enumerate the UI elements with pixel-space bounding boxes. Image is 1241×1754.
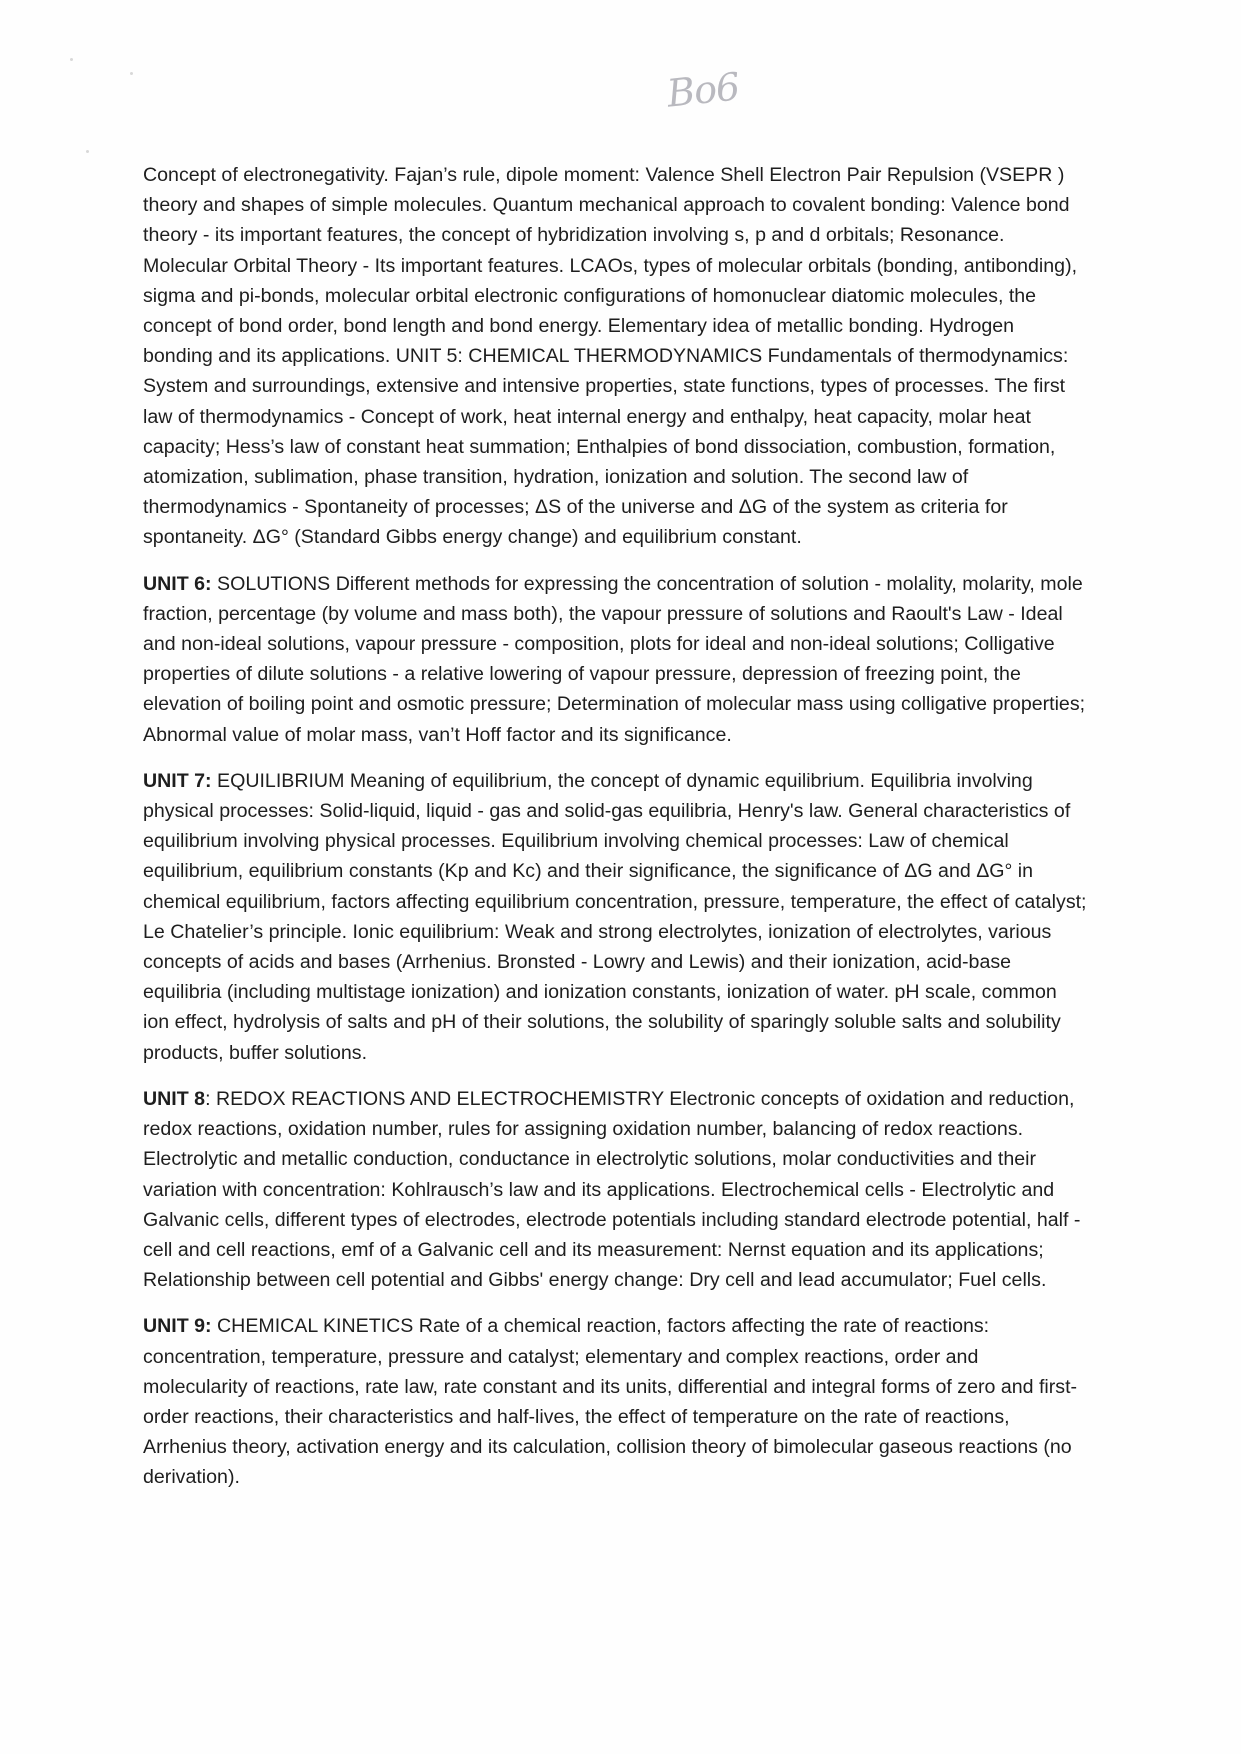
- unit-8-paragraph: [143, 1084, 1088, 1295]
- intro-paragraph: Concept of electronegativity. Fajan’s rule, dipole moment: Valence Shell Electron Pair Repulsion (VSEPR ) theory and shapes of simple molecules. Quantum mechanical approach to covalent bonding: Valence bond theory - its important features, the concept of hybridization involving s, p and d orbitals; Resonance. Molecular Orbital Theory - Its important features. LCAOs, types of molecular orbitals (bonding, antibonding), sigma and pi-bonds, molecular orbital electronic configurations of homonuclear diatomic molecules, the concept of bond order, bond length and bond energy. Elementary idea of metallic bonding. Hydrogen bonding and its applications. UNIT 5: CHEMICAL THERMODYNAMICS Fundamentals of thermodynamics: System and surroundings, extensive and intensive properties, state functions, types of processes. The first law of thermodynamics - Concept of work, heat internal energy and enthalpy, heat capacity, molar heat capacity; Hess’s law of constant heat summation; Enthalpies of bond dissociation, combustion, formation, atomization, sublimation, phase transition, hydration, ionization and solution. The second law of thermodynamics - Spontaneity of processes; ΔS of the universe and ΔG of the system as criteria for spontaneity. ΔG° (Standard Gibbs energy change) and equilibrium constant.: [143, 164, 1078, 549]
- unit-6-label: UNIT 6:: [143, 572, 212, 595]
- unit-9-text: CHEMICAL KINETICS Rate of a chemical reaction, factors affecting the rate of reactions: concentration, temperature, pressure and catalyst; elementary and complex reactions, order and molecularity of reactions, rate law, rate constant and its units, differential and integral forms of zero and first-order reactions, their characteristics and half-lives, the effect of temperature on the rate of reactions, Arrhenius theory, activation energy and its calculation, collision theory of bimolecular gaseous reactions (no derivation).: [143, 1315, 1078, 1489]
- unit-6-paragraph: [143, 569, 1088, 750]
- unit-6-text: SOLUTIONS Different methods for expressing the concentration of solution - molality, molarity, mole fraction, percentage (by volume and mass both), the vapour pressure of solutions and Raoult's Law - Ideal and non-ideal solutions, vapour pressure - composition, plots for ideal and non-ideal solutions; Colligative properties of dilute solutions - a relative lowering of vapour pressure, depression of freezing point, the elevation of boiling point and osmotic pressure; Determination of molecular mass using colligative properties; Abnormal value of molar mass, van’t Hoff factor and its significance.: [143, 572, 1086, 746]
- scan-speck: [130, 72, 133, 75]
- unit-9-label: UNIT 9:: [143, 1315, 212, 1338]
- unit-8-text: : REDOX REACTIONS AND ELECTROCHEMISTRY Electronic concepts of oxidation and reduction, redox reactions, oxidation number, rules for assigning oxidation number, balancing of redox reactions. Electrolytic and metallic conduction, conductance in electrolytic solutions, molar conductivities and their variation with concentration: Kohlrausch’s law and its applications. Electrochemical cells - Electrolytic and Galvanic cells, different types of electrodes, electrode potentials including standard electrode potential, half - cell and cell reactions, emf of a Galvanic cell and its measurement: Nernst equation and its applications; Relationship between cell potential and Gibbs' energy change: Dry cell and lead accumulator; Fuel cells.: [143, 1087, 1081, 1292]
- unit-7-label: UNIT 7:: [143, 769, 212, 792]
- unit-7-paragraph: [143, 766, 1088, 1068]
- syllabus-body: [143, 160, 1088, 1509]
- scan-speck: [70, 58, 73, 61]
- unit-7-text: EQUILIBRIUM Meaning of equilibrium, the concept of dynamic equilibrium. Equilibria involving physical processes: Solid-liquid, liquid - gas and solid-gas equilibria, Henry's law. General characteristics of equilibrium involving physical processes. Equilibrium involving chemical processes: Law of chemical equilibrium, equilibrium constants (Kp and Kc) and their significance, the significance of ΔG and ΔG° in chemical equilibrium, factors affecting equilibrium concentration, pressure, temperature, the effect of catalyst; Le Chatelier’s principle. Ionic equilibrium: Weak and strong electrolytes, ionization of electrolytes, various concepts of acids and bases (Arrhenius. Bronsted - Lowry and Lewis) and their ionization, acid-base equilibria (including multistage ionization) and ionization constants, ionization of water. pH scale, common ion effect, hydrolysis of salts and pH of their solutions, the solubility of sparingly soluble salts and solubility products, buffer solutions.: [143, 769, 1087, 1064]
- unit-8-label: UNIT 8: [143, 1087, 206, 1110]
- unit-9-paragraph: [143, 1311, 1088, 1492]
- handwritten-page-code: Bo6: [664, 64, 742, 116]
- scan-speck: [86, 150, 89, 153]
